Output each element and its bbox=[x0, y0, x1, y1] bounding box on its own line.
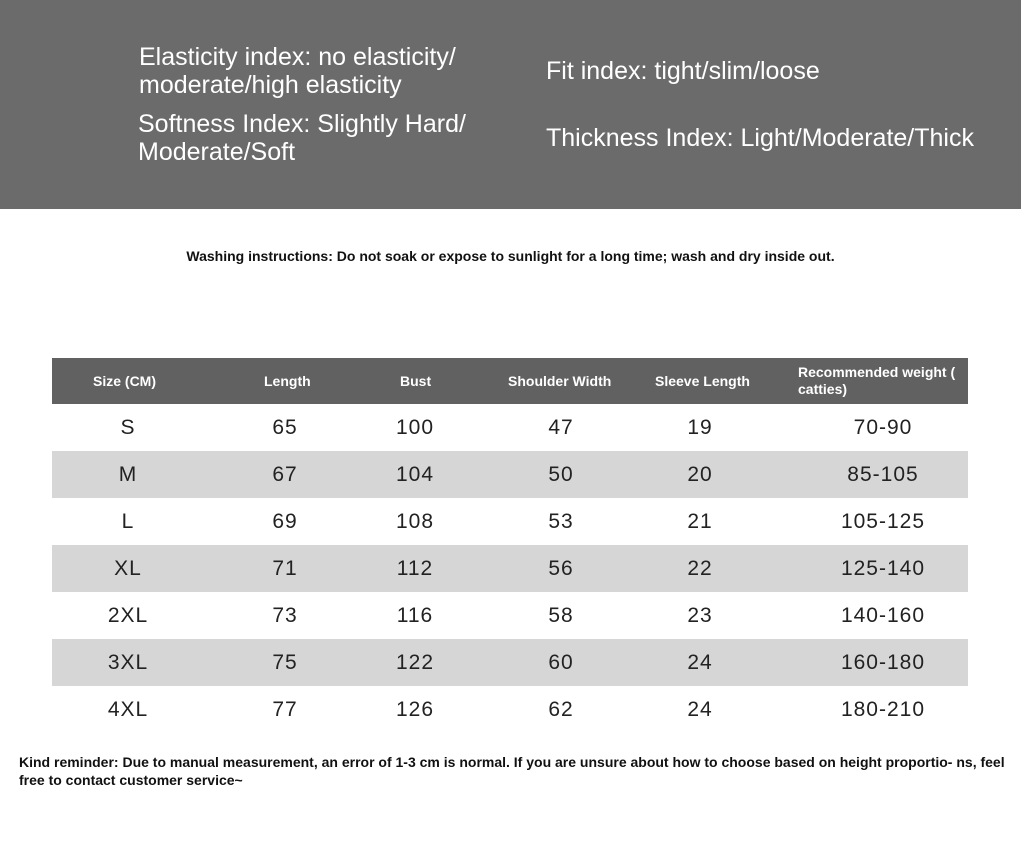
index-banner bbox=[0, 0, 1021, 209]
bust-cell: 126 bbox=[395, 697, 435, 721]
shoulder-width-cell: 53 bbox=[548, 509, 574, 533]
shoulder-width-cell: 58 bbox=[548, 603, 574, 627]
size-cell: 4XL bbox=[107, 697, 149, 721]
sleeve-length-cell: 24 bbox=[687, 697, 713, 721]
length-cell: 73 bbox=[272, 603, 298, 627]
weight-cell: 180-210 bbox=[840, 697, 926, 721]
length-cell: 69 bbox=[272, 509, 298, 533]
size-cell: M bbox=[118, 462, 138, 486]
fit-index: Fit index: tight/slim/loose bbox=[546, 57, 820, 85]
length-cell: 75 bbox=[272, 650, 298, 674]
table-header bbox=[52, 358, 968, 404]
length-cell: 71 bbox=[272, 556, 298, 580]
bust-cell: 104 bbox=[395, 462, 435, 486]
table-row bbox=[52, 639, 968, 686]
length-cell: 67 bbox=[272, 462, 298, 486]
bust-cell: 116 bbox=[396, 603, 434, 627]
header-size: Size (CM) bbox=[93, 372, 156, 389]
bust-cell: 112 bbox=[396, 556, 434, 580]
size-cell: 3XL bbox=[107, 650, 149, 674]
table-body bbox=[52, 404, 968, 733]
elasticity-index: Elasticity index: no elasticity/ moderate/high elasticity bbox=[139, 43, 456, 99]
table-row bbox=[52, 451, 968, 498]
size-table bbox=[52, 358, 968, 733]
weight-cell: 140-160 bbox=[840, 603, 926, 627]
length-cell: 65 bbox=[272, 415, 298, 439]
weight-cell: 105-125 bbox=[840, 509, 926, 533]
bust-cell: 122 bbox=[395, 650, 435, 674]
shoulder-width-cell: 47 bbox=[548, 415, 574, 439]
shoulder-width-cell: 60 bbox=[548, 650, 574, 674]
shoulder-width-cell: 50 bbox=[548, 462, 574, 486]
table-row bbox=[52, 592, 968, 639]
size-cell: 2XL bbox=[107, 603, 149, 627]
washing-instructions: Washing instructions: Do not soak or expose to sunlight for a long time; wash and dry inside out. bbox=[186, 248, 835, 264]
sleeve-length-cell: 23 bbox=[687, 603, 713, 627]
header-sleeve-length: Sleeve Length bbox=[655, 372, 750, 389]
header-bust: Bust bbox=[400, 372, 432, 389]
weight-cell: 125-140 bbox=[840, 556, 926, 580]
thickness-index: Thickness Index: Light/Moderate/Thick bbox=[546, 124, 974, 152]
size-cell: S bbox=[120, 415, 136, 439]
table-row bbox=[52, 404, 968, 451]
shoulder-width-cell: 62 bbox=[548, 697, 574, 721]
table-row bbox=[52, 498, 968, 545]
size-cell: L bbox=[121, 509, 135, 533]
shoulder-width-cell: 56 bbox=[548, 556, 574, 580]
size-cell: XL bbox=[114, 556, 142, 580]
sleeve-length-cell: 22 bbox=[687, 556, 713, 580]
sleeve-length-cell: 20 bbox=[687, 462, 713, 486]
header-length: Length bbox=[264, 372, 311, 389]
sleeve-length-cell: 21 bbox=[687, 509, 713, 533]
weight-cell: 70-90 bbox=[853, 415, 913, 439]
kind-reminder: Kind reminder: Due to manual measurement, an error of 1-3 cm is normal. If you are unsure about how to choose based on height proportio- ns, feel free to contact customer service~ bbox=[19, 754, 1005, 788]
weight-cell: 85-105 bbox=[847, 462, 919, 486]
bust-cell: 108 bbox=[395, 509, 435, 533]
weight-cell: 160-180 bbox=[840, 650, 926, 674]
bust-cell: 100 bbox=[395, 415, 435, 439]
table-row bbox=[52, 686, 968, 733]
header-recommended-weight: Recommended weight ( catties) bbox=[798, 364, 956, 397]
sleeve-length-cell: 24 bbox=[687, 650, 713, 674]
header-shoulder-width: Shoulder Width bbox=[508, 372, 612, 389]
table-row bbox=[52, 545, 968, 592]
sleeve-length-cell: 19 bbox=[687, 415, 713, 439]
softness-index: Softness Index: Slightly Hard/ Moderate/Soft bbox=[138, 110, 466, 166]
length-cell: 77 bbox=[272, 697, 298, 721]
